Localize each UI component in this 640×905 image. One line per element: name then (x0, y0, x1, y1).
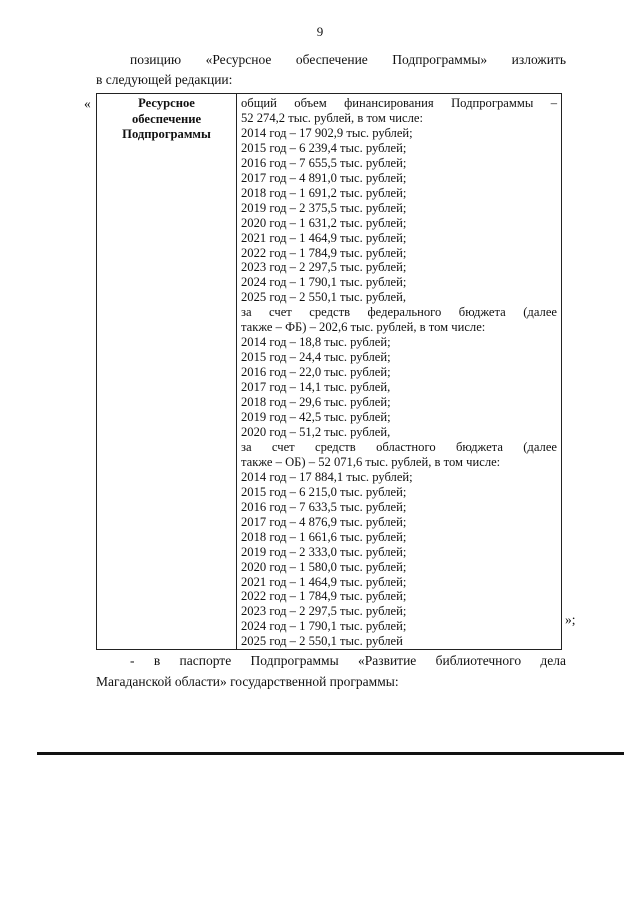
bullet-line-1: - в паспорте Подпрограммы «Развитие библиотечного дела (130, 653, 566, 668)
value-line: также – ОБ) – 52 071,6 тыс. рублей, в том числе: (241, 454, 501, 469)
value-line: также – ФБ) – 202,6 тыс. рублей, в том числе: (241, 320, 486, 335)
value-line: 2022 год – 1 784,9 тыс. рублей; (241, 589, 407, 604)
value-line: 2014 год – 17 884,1 тыс. рублей; (241, 469, 413, 484)
value-line: 2019 год – 2 333,0 тыс. рублей; (241, 544, 407, 559)
value-line: 52 274,2 тыс. рублей, в том числе: (241, 110, 423, 125)
value-line: 2017 год – 4 876,9 тыс. рублей; (241, 514, 407, 529)
value-line: 2020 год – 1 631,2 тыс. рублей; (241, 215, 407, 230)
value-line: 2014 год – 18,8 тыс. рублей; (241, 335, 391, 350)
value-line: 2018 год – 1 691,2 тыс. рублей; (241, 185, 407, 200)
value-line: 2020 год – 1 580,0 тыс. рублей; (241, 559, 407, 574)
value-line: 2018 год – 29,6 тыс. рублей; (241, 395, 391, 410)
value-line: 2024 год – 1 790,1 тыс. рублей; (241, 619, 407, 634)
value-line: за счет средств федерального бюджета (далее (241, 305, 557, 320)
value-line: 2016 год – 7 655,5 тыс. рублей; (241, 155, 407, 170)
label-cell (97, 94, 237, 650)
value-line: 2025 год – 2 550,1 тыс. рублей, (241, 290, 407, 305)
intro-line-1: позицию «Ресурсное обеспечение Подпрограммы» изложить (130, 52, 566, 67)
closing-quote: »; (565, 612, 576, 627)
value-line: 2019 год – 42,5 тыс. рублей; (241, 410, 391, 425)
value-line: 2015 год – 24,4 тыс. рублей; (241, 350, 391, 365)
value-line: общий объем финансирования Подпрограммы – (241, 96, 557, 110)
value-line: 2017 год – 14,1 тыс. рублей, (241, 380, 391, 395)
label-line: Подпрограммы (122, 127, 211, 141)
value-line: за счет средств областного бюджета (далее (241, 439, 557, 454)
value-line: 2018 год – 1 661,6 тыс. рублей; (241, 529, 407, 544)
value-line: 2024 год – 1 790,1 тыс. рублей; (241, 275, 407, 290)
value-line: 2016 год – 22,0 тыс. рублей; (241, 365, 391, 380)
bullet-paragraph (96, 650, 566, 692)
page-number: 9 (316, 24, 324, 39)
label-line: обеспечение (131, 111, 202, 126)
value-line: 2019 год – 2 375,5 тыс. рублей; (241, 200, 407, 215)
value-line: 2021 год – 1 464,9 тыс. рублей; (241, 574, 407, 589)
bullet-line-2: Магаданской области» государственной программы: (96, 674, 399, 689)
table-row (97, 94, 562, 650)
value-line: 2025 год – 2 550,1 тыс. рублей (241, 634, 403, 649)
label-line: Ресурсное (138, 96, 195, 110)
value-line: 2023 год – 2 297,5 тыс. рублей; (241, 260, 407, 275)
value-line: 2014 год – 17 902,9 тыс. рублей; (241, 125, 413, 140)
value-line: 2016 год – 7 633,5 тыс. рублей; (241, 499, 407, 514)
intro-line-2: в следующей редакции: (96, 72, 233, 87)
resource-table (96, 93, 562, 650)
value-cell (237, 94, 562, 650)
value-line: 2015 год – 6 215,0 тыс. рублей; (241, 484, 407, 499)
value-line: 2022 год – 1 784,9 тыс. рублей; (241, 245, 407, 260)
bottom-rule (37, 752, 624, 755)
opening-quote: « (84, 96, 91, 111)
value-line: 2021 год – 1 464,9 тыс. рублей; (241, 230, 407, 245)
value-line: 2023 год – 2 297,5 тыс. рублей; (241, 604, 407, 619)
intro-paragraph (96, 50, 566, 90)
value-line: 2020 год – 51,2 тыс. рублей, (241, 424, 391, 439)
value-line: 2015 год – 6 239,4 тыс. рублей; (241, 140, 407, 155)
value-line: 2017 год – 4 891,0 тыс. рублей; (241, 170, 407, 185)
